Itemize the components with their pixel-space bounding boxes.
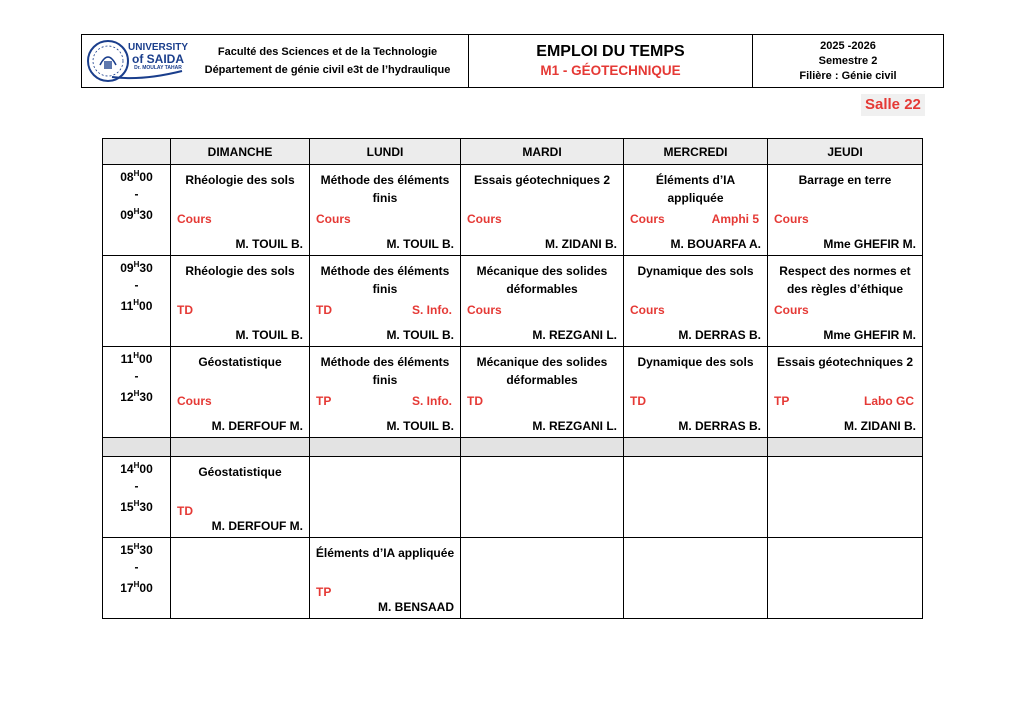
session-type: Cours <box>177 212 212 226</box>
course-cell <box>624 347 768 438</box>
course-cell <box>310 538 461 619</box>
hour-marker: H <box>133 389 140 398</box>
time-slot-row <box>103 256 923 347</box>
university-logo <box>82 35 187 87</box>
professor-name: M. REZGANI L. <box>532 419 617 433</box>
empty-cell <box>624 457 768 538</box>
end-time <box>103 203 170 224</box>
course-cell <box>624 165 768 256</box>
logo-text-moulay: Dr. MOULAY TAHAR <box>134 65 182 71</box>
session-type: Cours <box>630 212 665 226</box>
session-room: Amphi 5 <box>711 212 759 226</box>
course-block <box>171 457 309 537</box>
lunch-break-row <box>103 438 923 457</box>
hour-marker: H <box>133 499 140 508</box>
course-name: Dynamique des sols <box>637 355 754 369</box>
separator-cell <box>461 438 624 457</box>
course-block <box>461 165 623 255</box>
end-time <box>103 576 170 597</box>
professor-name: M. ZIDANI B. <box>844 419 916 433</box>
professor-name: M. BOUARFA A. <box>670 237 761 251</box>
course-block <box>624 256 767 346</box>
empty-cell <box>768 457 923 538</box>
department-name: Département de génie civil e3t de l’hydraulique <box>204 64 451 76</box>
course-name: Méthode des éléments finis <box>320 264 450 296</box>
course-name: Rhéologie des sols <box>185 264 295 278</box>
professor-name: M. BENSAAD <box>377 600 454 614</box>
logo-text-saida: of SAIDA <box>132 52 184 66</box>
session-type: TD <box>630 394 646 408</box>
page-header <box>81 34 944 88</box>
corner-cell <box>103 139 171 165</box>
time-dash: - <box>134 479 139 493</box>
start-time <box>103 256 170 277</box>
course-cell <box>461 165 624 256</box>
day-header: JEUDI <box>768 139 923 165</box>
empty-cell <box>171 538 310 619</box>
time-slot-row <box>103 538 923 619</box>
course-name: Éléments d’IA appliquée <box>655 173 736 205</box>
time-dash: - <box>134 278 139 292</box>
hour-marker: H <box>133 207 140 216</box>
day-header: LUNDI <box>310 139 461 165</box>
course-block <box>171 347 309 437</box>
professor-name: M. ZIDANI B. <box>545 237 617 251</box>
course-block <box>310 347 460 437</box>
hour: 09 <box>120 208 134 222</box>
course-name: Géostatistique <box>198 355 282 369</box>
hour-marker: H <box>133 298 140 307</box>
course-name: Essais géotechniques 2 <box>473 173 611 187</box>
course-name: Essais géotechniques 2 <box>776 355 914 369</box>
header-meta <box>753 35 943 87</box>
hour-marker: H <box>133 351 140 360</box>
course-name: Méthode des éléments finis <box>320 173 450 205</box>
time-slot-cell <box>103 457 171 538</box>
hour: 11 <box>120 299 134 313</box>
professor-name: M. DERRAS B. <box>678 328 761 342</box>
hour: 09 <box>120 261 134 275</box>
time-dash: - <box>134 369 139 383</box>
course-name: Méthode des éléments finis <box>320 355 450 387</box>
professor-name: M. DERFOUF M. <box>211 419 303 433</box>
course-name: Dynamique des sols <box>637 264 754 278</box>
course-cell <box>310 347 461 438</box>
course-block <box>461 256 623 346</box>
course-cell <box>768 165 923 256</box>
course-cell <box>768 256 923 347</box>
logo-text-university: UNIVERSITY <box>128 42 189 53</box>
minutes: 30 <box>139 390 153 404</box>
course-name: Géostatistique <box>198 465 282 479</box>
minutes: 00 <box>139 170 153 184</box>
hour-marker: H <box>133 580 140 589</box>
separator-cell <box>103 438 171 457</box>
time-dash: - <box>134 560 139 574</box>
session-room: S. Info. <box>412 394 452 408</box>
empty-cell <box>624 538 768 619</box>
separator-cell <box>171 438 310 457</box>
separator-cell <box>310 438 461 457</box>
session-type: Cours <box>774 212 809 226</box>
page-title: EMPLOI DU TEMPS <box>536 43 685 60</box>
course-block <box>768 347 922 437</box>
hour: 08 <box>120 170 134 184</box>
time-slot-row <box>103 165 923 256</box>
professor-name: M. TOUIL B. <box>235 328 303 342</box>
end-time <box>103 294 170 315</box>
course-block <box>171 165 309 255</box>
session-type: TP <box>316 585 332 599</box>
session-type: Cours <box>467 303 502 317</box>
course-name: Mécanique des solides déformables <box>476 355 608 387</box>
course-block <box>768 165 922 255</box>
course-cell <box>768 347 923 438</box>
course-name: Respect des normes et des règles d’éthique <box>779 264 911 296</box>
minutes: 00 <box>139 462 153 476</box>
day-header: MERCREDI <box>624 139 768 165</box>
day-header: MARDI <box>461 139 624 165</box>
minutes: 30 <box>139 543 153 557</box>
header-title-block <box>469 35 753 87</box>
start-time <box>103 538 170 559</box>
course-name: Barrage en terre <box>798 173 892 187</box>
filiere: Filière : Génie civil <box>799 69 897 82</box>
professor-name: M. REZGANI L. <box>532 328 617 342</box>
professor-name: Mme GHEFIR M. <box>823 328 916 342</box>
session-room: S. Info. <box>412 303 452 317</box>
timetable <box>102 138 923 619</box>
professor-name: Mme GHEFIR M. <box>823 237 916 251</box>
empty-cell <box>768 538 923 619</box>
course-cell <box>461 347 624 438</box>
hour: 11 <box>120 352 134 366</box>
course-block <box>624 165 767 255</box>
end-time <box>103 495 170 516</box>
start-time <box>103 165 170 186</box>
separator-cell <box>624 438 768 457</box>
hour: 14 <box>120 462 134 476</box>
course-cell <box>171 165 310 256</box>
professor-name: M. TOUIL B. <box>235 237 303 251</box>
hour-marker: H <box>133 260 140 269</box>
session-type: Cours <box>774 303 809 317</box>
minutes: 30 <box>139 500 153 514</box>
empty-cell <box>461 538 624 619</box>
time-slot-cell <box>103 165 171 256</box>
professor-name: M. TOUIL B. <box>386 328 454 342</box>
session-room: Labo GC <box>864 394 914 408</box>
faculty-name: Faculté des Sciences et de la Technologie <box>217 46 438 58</box>
time-dash: - <box>134 187 139 201</box>
session-type: Cours <box>316 212 351 226</box>
semester: Semestre 2 <box>818 54 878 67</box>
hour-marker: H <box>133 169 140 178</box>
program-name: M1 - GÉOTECHNIQUE <box>540 63 681 78</box>
session-type: Cours <box>467 212 502 226</box>
course-block <box>768 256 922 346</box>
minutes: 00 <box>139 299 153 313</box>
time-slot-cell <box>103 538 171 619</box>
session-type: Cours <box>177 394 212 408</box>
start-time <box>103 347 170 368</box>
header-institution <box>82 35 469 87</box>
minutes: 00 <box>139 352 153 366</box>
empty-cell <box>461 457 624 538</box>
session-type: TD <box>316 303 332 317</box>
end-time <box>103 385 170 406</box>
course-name: Rhéologie des sols <box>185 173 295 187</box>
course-block <box>310 165 460 255</box>
session-type: TP <box>774 394 790 408</box>
course-block <box>171 256 309 346</box>
professor-name: M. DERRAS B. <box>678 419 761 433</box>
professor-name: M. DERFOUF M. <box>211 519 303 533</box>
course-name: Mécanique des solides déformables <box>476 264 608 296</box>
course-cell <box>171 256 310 347</box>
course-block <box>310 256 460 346</box>
hour: 12 <box>120 390 134 404</box>
time-slot-cell <box>103 256 171 347</box>
hour-marker: H <box>133 461 140 470</box>
session-type: TD <box>177 303 193 317</box>
time-slot-row <box>103 457 923 538</box>
hour: 15 <box>120 500 134 514</box>
time-slot-row <box>103 347 923 438</box>
course-cell <box>310 165 461 256</box>
course-name: Éléments d’IA appliquée <box>315 546 455 560</box>
hour-marker: H <box>133 542 140 551</box>
course-cell <box>171 347 310 438</box>
empty-cell <box>310 457 461 538</box>
hour: 17 <box>120 581 134 595</box>
course-block <box>310 538 460 618</box>
professor-name: M. TOUIL B. <box>386 237 454 251</box>
minutes: 30 <box>139 208 153 222</box>
session-type: TP <box>316 394 332 408</box>
academic-year: 2025 -2026 <box>820 39 876 52</box>
professor-name: M. TOUIL B. <box>386 419 454 433</box>
hour: 15 <box>120 543 134 557</box>
course-block <box>461 347 623 437</box>
course-block <box>624 347 767 437</box>
course-cell <box>171 457 310 538</box>
minutes: 00 <box>139 581 153 595</box>
course-cell <box>461 256 624 347</box>
day-header-row <box>103 139 923 165</box>
course-cell <box>624 256 768 347</box>
room-label: Salle 22 <box>861 94 925 116</box>
session-type: TD <box>467 394 483 408</box>
course-cell <box>310 256 461 347</box>
start-time <box>103 457 170 478</box>
session-type: Cours <box>630 303 665 317</box>
minutes: 30 <box>139 261 153 275</box>
time-slot-cell <box>103 347 171 438</box>
session-type: TD <box>177 504 193 518</box>
day-header: DIMANCHE <box>171 139 310 165</box>
separator-cell <box>768 438 923 457</box>
